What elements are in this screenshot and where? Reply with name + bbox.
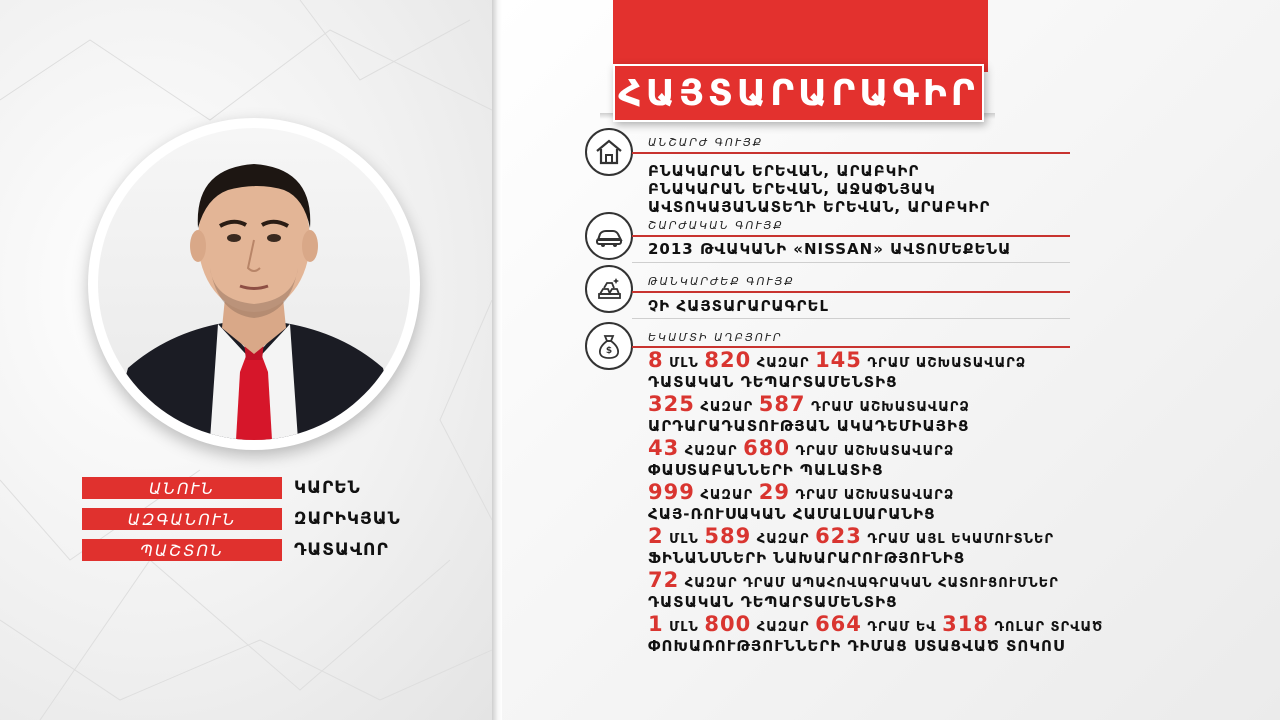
income-number: 2	[648, 524, 664, 548]
income-source-line: ԱՐԴԱՐԱԴԱՏՈՒԹՅԱՆ ԱԿԱԴԵՄԻԱՅԻՑ	[648, 417, 970, 435]
income-text: ԴՈԼԱՐ ՏՐՎԱԾ	[988, 620, 1104, 635]
income-source-line: ԴԱՏԱԿԱՆ ԴԵՊԱՐՏԱՄԵՆՏԻՑ	[648, 373, 898, 391]
income-number: 72	[648, 568, 680, 592]
income-number: 800	[704, 612, 752, 636]
income-source-line: ԴԱՏԱԿԱՆ ԴԵՊԱՐՏԱՄԵՆՏԻՑ	[648, 593, 898, 611]
income-source-line: ՓԱՍՏԱԲԱՆՆԵՐԻ ՊԱԼԱՏԻՑ	[648, 461, 884, 479]
field-label: ԱԶԳԱՆՈՒՆ	[82, 508, 282, 530]
field-value: ԿԱՐԵՆ	[294, 478, 361, 498]
income-text: ԴՐԱՄ ԱՇԽԱՏԱՎԱՐՁ	[789, 488, 955, 503]
income-text: ԴՐԱՄ ԱՅԼ ԵԿԱՄՈՒՏՆԵՐ	[861, 532, 1055, 547]
field-label: ԱՆՈՒՆ	[82, 477, 282, 499]
house-icon	[585, 128, 633, 176]
car-icon	[585, 212, 633, 260]
left-panel	[0, 0, 492, 720]
income-number: 589	[704, 524, 752, 548]
income-number: 1	[648, 612, 664, 636]
income-source-line: ՓՈԽԱՌՈՒԹՅՈՒՆՆԵՐԻ ԴԻՄԱՑ ՍՏԱՑՎԱԾ ՏՈԿՈՍ	[648, 637, 1065, 655]
income-text: ՀԱԶԱՐ ԴՐԱՄ ԱՊԱՀՈՎԱԳՐԱԿԱՆ ՀԱՏՈՒՑՈՒՄՆԵՐ	[679, 576, 1059, 591]
movable-item: 2013 ԹՎԱԿԱՆԻ «NISSAN» ԱՎՏՈՄԵՔԵՆԱ	[648, 240, 1012, 258]
page-title: ՀԱՅՏԱՐԱՐԱԳԻՐ	[613, 64, 984, 122]
income-number: 623	[815, 524, 862, 548]
income-text: ՀԱԶԱՐ	[694, 400, 759, 415]
section-label-movable: ՇԱՐԺԱԿԱՆ ԳՈՒՅՔ	[648, 219, 784, 232]
income-number: 325	[648, 392, 695, 416]
real-estate-item: ԲՆԱԿԱՐԱՆ ԵՐԵՎԱՆ, ԱՋԱՓՆՅԱԿ	[648, 180, 936, 198]
section-divider	[632, 152, 1070, 154]
section-label-income: ԵԿԱՄՏԻ ԱՂԲՅՈՒՐ	[648, 331, 783, 344]
income-number: 318	[942, 612, 989, 636]
income-number: 820	[704, 348, 752, 372]
section-divider	[632, 291, 1070, 293]
income-text: ՀԱԶԱՐ	[679, 444, 744, 459]
income-text: ՀԱԶԱՐ	[751, 356, 816, 371]
header-block	[613, 0, 988, 72]
income-text: ՄԼՆ	[663, 356, 705, 371]
field-row-first-name	[82, 477, 361, 499]
section-underline	[632, 318, 1070, 319]
income-number: 29	[758, 480, 790, 504]
money-bag-icon	[585, 322, 633, 370]
svg-text:$: $	[605, 346, 613, 356]
section-divider	[632, 235, 1070, 237]
portrait-frame	[88, 118, 420, 450]
income-text: ԴՐԱՄ ԱՇԽԱՏԱՎԱՐՁ	[805, 400, 970, 415]
section-label-valuables: ԹԱՆԿԱՐԺԵՔ ԳՈՒՅՔ	[648, 275, 795, 288]
income-text: ՀԱԶԱՐ	[694, 488, 759, 503]
real-estate-item: ԱՎՏՈԿԱՅԱՆԱՏԵՂԻ ԵՐԵՎԱՆ, ԱՐԱԲԿԻՐ	[648, 198, 991, 216]
income-number: 43	[648, 436, 680, 460]
income-number: 999	[648, 480, 695, 504]
field-value: ԶԱՐԻԿՅԱՆ	[294, 509, 401, 529]
real-estate-item: ԲՆԱԿԱՐԱՆ ԵՐԵՎԱՆ, ԱՐԱԲԿԻՐ	[648, 162, 920, 180]
income-text: ՄԼՆ	[663, 620, 705, 635]
income-source-line: ՀԱՅ-ՌՈՒՍԱԿԱՆ ՀԱՄԱԼՍԱՐԱՆԻՑ	[648, 505, 936, 523]
section-label-real-estate: ԱՆՇԱՐԺ ԳՈՒՅՔ	[648, 136, 764, 149]
income-text: ԴՐԱՄ ԵՎ	[861, 620, 943, 635]
panel-divider	[492, 0, 502, 720]
income-text: ԴՐԱՄ ԱՇԽԱՏԱՎԱՐՁ	[861, 356, 1027, 371]
section-underline	[632, 262, 1070, 263]
income-number: 8	[648, 348, 664, 372]
income-text: ՄԼՆ	[663, 532, 705, 547]
income-source-line: ՖԻՆԱՆՍՆԵՐԻ ՆԱԽԱՐԱՐՈՒԹՅՈՒՆԻՑ	[648, 549, 966, 567]
field-value: ԴԱՏԱՎՈՐ	[294, 540, 389, 560]
field-label: ՊԱՇՏՈՆ	[82, 539, 282, 561]
income-number: 587	[758, 392, 806, 416]
valuables-item: ՉԻ ՀԱՅՏԱՐԱՐԱԳՐԵԼ	[648, 297, 829, 315]
income-number: 145	[815, 348, 862, 372]
income-number: 664	[815, 612, 862, 636]
income-text: ՀԱԶԱՐ	[751, 620, 816, 635]
field-row-last-name	[82, 508, 401, 530]
income-text: ԴՐԱՄ ԱՇԽԱՏԱՎԱՐՁ	[789, 444, 955, 459]
income-number: 680	[743, 436, 790, 460]
gold-bars-icon	[585, 265, 633, 313]
field-row-position	[82, 539, 389, 561]
income-text: ՀԱԶԱՐ	[751, 532, 816, 547]
portrait-photo	[98, 128, 410, 440]
